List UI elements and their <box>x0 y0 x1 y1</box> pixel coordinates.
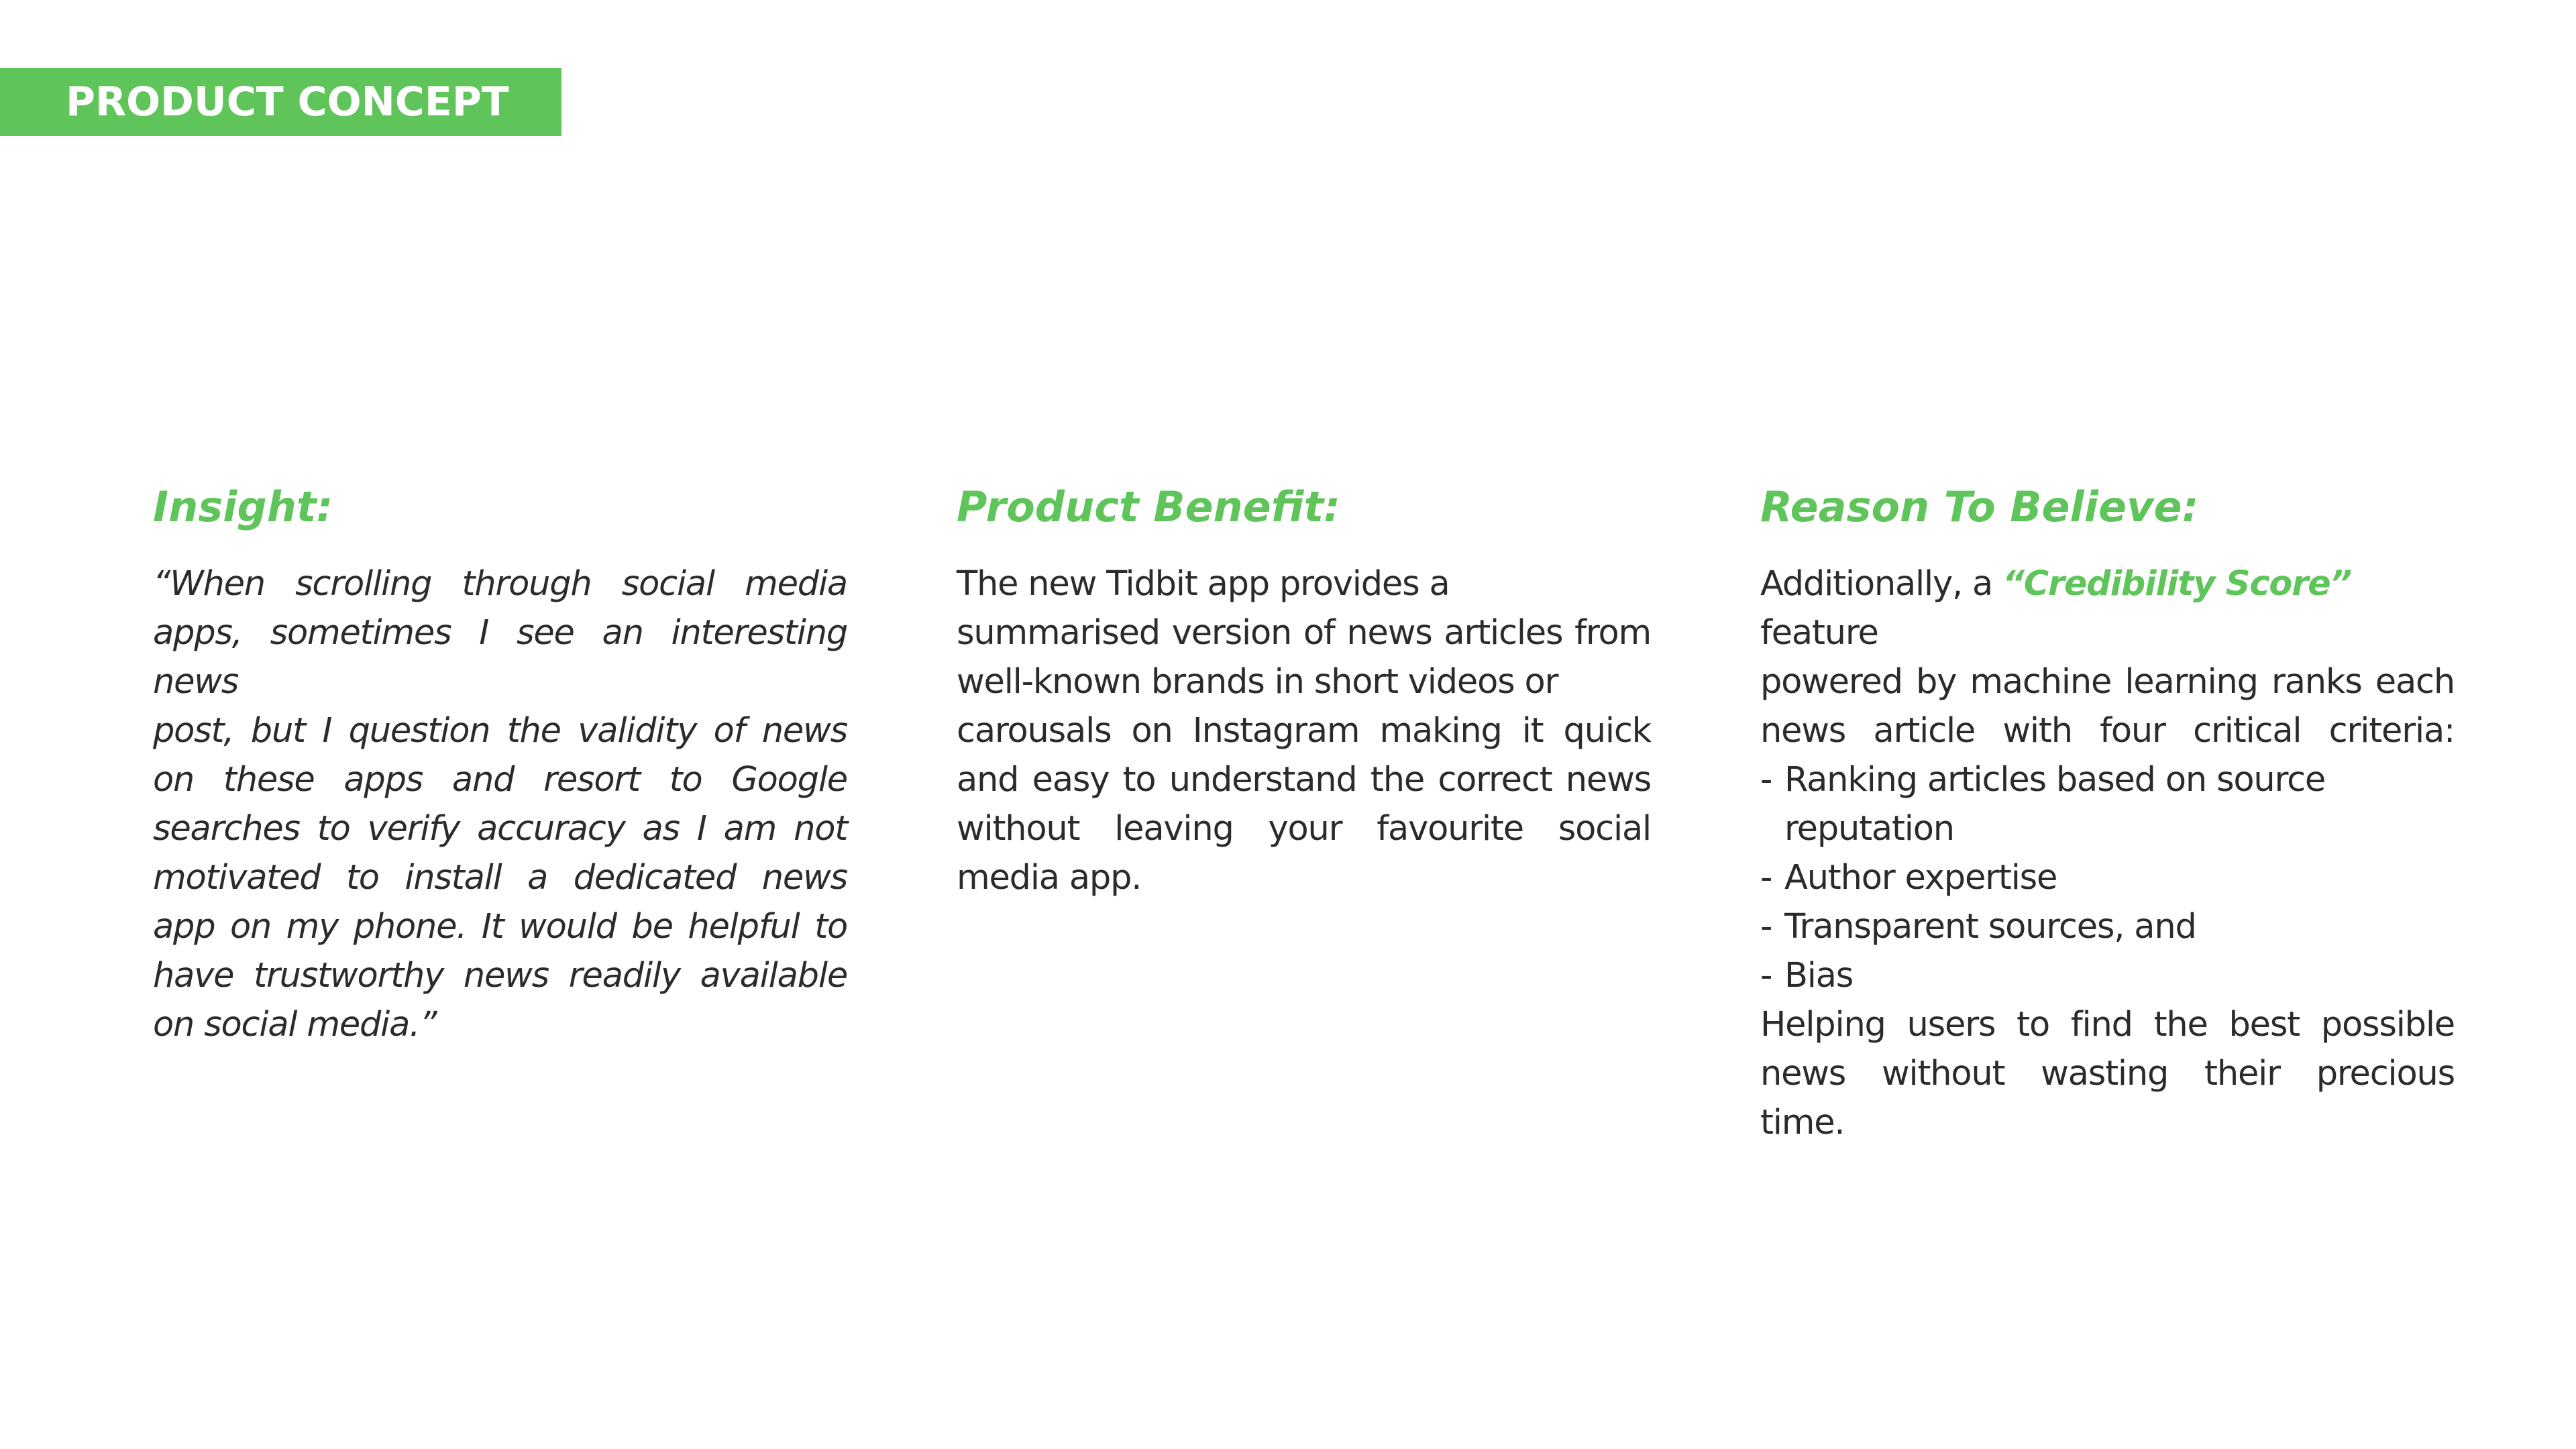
banner-title: PRODUCT CONCEPT <box>66 78 509 125</box>
criteria-text: Transparent sources, and <box>1784 907 2196 947</box>
reason-intro-before: Additionally, a <box>1760 564 2003 604</box>
reason-intro-line <box>1760 559 2455 657</box>
bullet-dash: - <box>1760 956 1772 996</box>
insight-heading: Insight: <box>153 482 333 531</box>
reason-closing-line: Helping users to find the best possible <box>1760 1005 2455 1044</box>
insight-quote <box>153 559 847 1049</box>
benefit-line: media app. <box>957 858 1142 898</box>
insight-line: app on my phone. It would be helpful to <box>153 907 847 947</box>
insight-line: motivated to install a dedicated news <box>153 858 847 898</box>
insight-line: “When scrolling through social media <box>153 564 847 604</box>
criteria-text: Author expertise <box>1784 858 2057 898</box>
reason-line: powered by machine learning ranks each <box>1760 662 2455 702</box>
benefit-column <box>957 474 1651 902</box>
insight-line: post, but I question the validity of news <box>153 711 847 751</box>
benefit-line: without leaving your favourite social <box>957 809 1651 849</box>
reason-intro-after: feature <box>1760 613 1878 653</box>
criteria-list-item <box>1760 951 2455 1000</box>
criteria-text: Ranking articles based on source reputation <box>1784 760 2326 849</box>
benefit-line: The new Tidbit app provides a <box>957 564 1450 604</box>
criteria-list-item <box>1760 902 2455 951</box>
benefit-text <box>957 559 1651 902</box>
benefit-line: summarised version of news articles from <box>957 613 1651 653</box>
benefit-line: and easy to understand the correct news <box>957 760 1651 800</box>
criteria-list-item <box>1760 853 2455 902</box>
reason-heading: Reason To Believe: <box>1760 482 2199 531</box>
reason-line: news article with four critical criteria: <box>1760 711 2455 751</box>
benefit-line: carousals on Instagram making it quick <box>957 711 1651 751</box>
section-banner <box>0 68 561 136</box>
insight-column <box>153 474 847 1049</box>
reason-closing-line: news without wasting their precious <box>1760 1054 2455 1093</box>
bullet-dash: - <box>1760 907 1772 947</box>
insight-line: on social media.” <box>153 1005 437 1044</box>
criteria-text: Bias <box>1784 956 1854 996</box>
insight-line: apps, sometimes I see an interesting news <box>153 613 847 702</box>
benefit-line: well-known brands in short videos or <box>957 662 1558 702</box>
criteria-list-item <box>1760 755 2455 853</box>
insight-line: searches to verify accuracy as I am not <box>153 809 847 849</box>
insight-line: have trustworthy news readily available <box>153 956 847 996</box>
reason-closing-line: time. <box>1760 1103 1845 1142</box>
insight-line: on these apps and resort to Google <box>153 760 847 800</box>
bullet-dash: - <box>1760 858 1772 898</box>
credibility-score-highlight: “Credibility Score” <box>2002 564 2352 604</box>
reason-column <box>1760 474 2455 1147</box>
bullet-dash: - <box>1760 760 1772 800</box>
benefit-heading: Product Benefit: <box>957 482 1340 531</box>
reason-text <box>1760 559 2455 1147</box>
